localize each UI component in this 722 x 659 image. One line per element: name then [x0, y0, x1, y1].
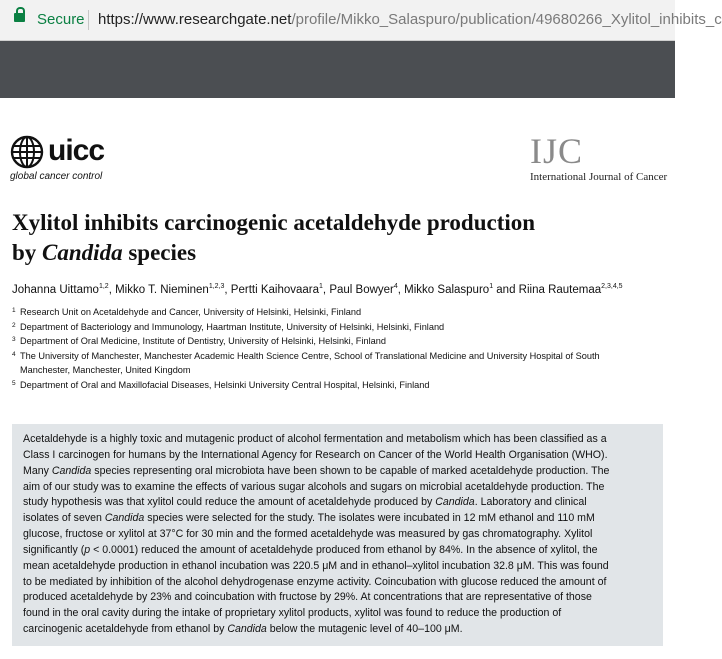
site-header: [0, 41, 675, 98]
author-name: Pertti Kaihovaara: [230, 283, 320, 296]
ijc-mark: IJC: [530, 131, 584, 171]
affiliation-item: [12, 305, 662, 320]
url-host: https://www.researchgate.net: [98, 11, 292, 28]
affiliation-text: Research Unit on Acetaldehyde and Cancer, University of Helsinki, Helsinki, Finland: [20, 307, 362, 317]
abstract-line: study hypothesis was that xylitol could reduce the amount of acetaldehyde produced by Candida. Laboratory and clinical: [23, 496, 587, 509]
author-affiliation-ref: 1,2: [98, 283, 109, 290]
abstract-line: produced acetaldehyde by 23% and coincubation with fructose by 29%. At concentrations that are representative of those: [23, 591, 592, 604]
affiliation-number: 5: [12, 379, 16, 387]
abstract-line: Acetaldehyde is a highly toxic and mutagenic product of alcohol fermentation and metabolism which has been classified as a: [23, 433, 607, 445]
affiliation-number: 2: [12, 321, 16, 329]
globe-icon: [10, 135, 44, 169]
abstract-line: isolates of seven Candida species were selected for the study. The isolates were incubated in 12 mM ethanol and 110 mM: [23, 512, 595, 525]
abstract-box: [12, 424, 663, 646]
italic-term: Candida: [227, 623, 267, 636]
url-field[interactable]: [98, 11, 722, 28]
author-affiliation-ref: 1: [319, 283, 323, 290]
author-name: Paul Bowyer: [329, 283, 394, 296]
address-divider: [88, 10, 89, 30]
italic-term: p: [84, 543, 91, 556]
abstract-line: Class I carcinogen for humans by the International Agency for Research on Cancer of the World Health Organisation (WHO).: [23, 448, 608, 461]
uicc-wordmark: uicc: [48, 134, 105, 167]
article-title: [12, 208, 612, 268]
abstract-line: mean acetaldehyde production in ethanol incubation was 220.5 μM and in ethanol–xylitol incubation 32.8 μM. This was found: [23, 559, 609, 572]
title-genus: Candida: [42, 240, 123, 265]
italic-term: Candida: [104, 512, 145, 525]
url-path: /profile/Mikko_Salaspuro/publication/49680266_Xylitol_inhibits_c: [291, 11, 722, 28]
author-name: Riina Rautemaa: [518, 283, 602, 296]
abstract-line: glucose, fructose or xylitol at 37°C for 30 min and the formed acetaldehyde was measured by gas chromatography. Xylitol: [23, 528, 593, 541]
title-suffix: species: [122, 240, 197, 265]
author-affiliation-ref: 2,3,4,5: [601, 283, 623, 290]
abstract-line: to be mediated by inhibition of the alcohol dehydrogenase enzyme activity. Coincubation with glucose reduced the amount of: [23, 575, 607, 588]
affiliation-item: [12, 334, 662, 349]
title-line-1: Xylitol inhibits carcinogenic acetaldehyde production: [12, 210, 536, 235]
affiliation-number: 3: [12, 336, 16, 344]
affiliation-text: Department of Bacteriology and Immunology, Haartman Institute, University of Helsinki, Helsinki, Finland: [20, 321, 445, 332]
title-prefix: by: [12, 240, 43, 265]
author-name: Mikko T. Nieminen: [115, 283, 209, 296]
affiliation-text: Department of Oral and Maxillofacial Diseases, Helsinki University Central Hospital, Helsinki, Finland: [20, 379, 430, 390]
affiliation-number: 1: [12, 307, 16, 314]
uicc-logo: [10, 135, 130, 183]
secure-label[interactable]: Secure: [37, 11, 85, 28]
browser-address-bar: [0, 0, 722, 41]
author-name: Johanna Uittamo: [12, 283, 99, 296]
affiliation-item: [12, 320, 662, 335]
abstract-line: significantly (p < 0.0001) reduced the amount of acetaldehyde produced from ethanol by 84%. In the absence of xylitol, the: [23, 543, 598, 556]
affiliation-text: The University of Manchester, Manchester Academic Health Science Centre, School of Translational Medicine and University Hospital of South: [20, 350, 600, 361]
affiliation-list: [12, 305, 662, 393]
author-affiliation-ref: 4: [393, 283, 398, 290]
affiliation-text-cont: Manchester, Manchester, United Kingdom: [20, 365, 191, 376]
italic-term: Candida: [51, 464, 92, 477]
abstract-text: [23, 432, 654, 638]
abstract-line: found in the oral cavity during the intake of proprietary xylitol products, xylitol was found to reduce the production of: [23, 607, 562, 620]
title-line-2: [12, 238, 612, 268]
affiliation-text: Department of Oral Medicine, Institute of Dentistry, University of Helsinki, Helsinki, Finland: [20, 336, 386, 347]
author-affiliation-ref: 1,2,3: [208, 283, 225, 290]
lock-icon[interactable]: [14, 13, 25, 22]
abstract-line: Many Candida species representing oral microbiota have been shown to be capable of marked acetaldehyde production. The: [23, 464, 610, 477]
abstract-line: aim of our study was to examine the effects of various sugar alcohols and sugars on microbial acetaldehyde production. The: [23, 480, 605, 493]
italic-term: Candida: [435, 496, 475, 509]
affiliation-number: 4: [12, 350, 16, 358]
author-list: Johanna Uittamo$^{1,2}$, Mikko T. Nieminen$^{1,2,3}$, Pertti Kaihovaara$^1$, Paul Bowyer$^4$, Mikko Salaspuro$^1$ and Riina Rautemaa$^{2,3,4,5}$: [12, 283, 623, 296]
abstract-line: carcinogenic acetaldehyde from ethanol by Candida below the mutagenic level of 40–100 μM.: [23, 623, 463, 636]
affiliation-item: [12, 378, 662, 393]
journal-name: International Journal of Cancer: [530, 171, 668, 183]
uicc-tagline: global cancer control: [10, 171, 103, 182]
affiliation-item: [12, 349, 662, 378]
author-affiliation-ref: 1: [489, 283, 494, 290]
author-name: Mikko Salaspuro: [404, 283, 490, 296]
ijc-logo: [530, 130, 670, 184]
